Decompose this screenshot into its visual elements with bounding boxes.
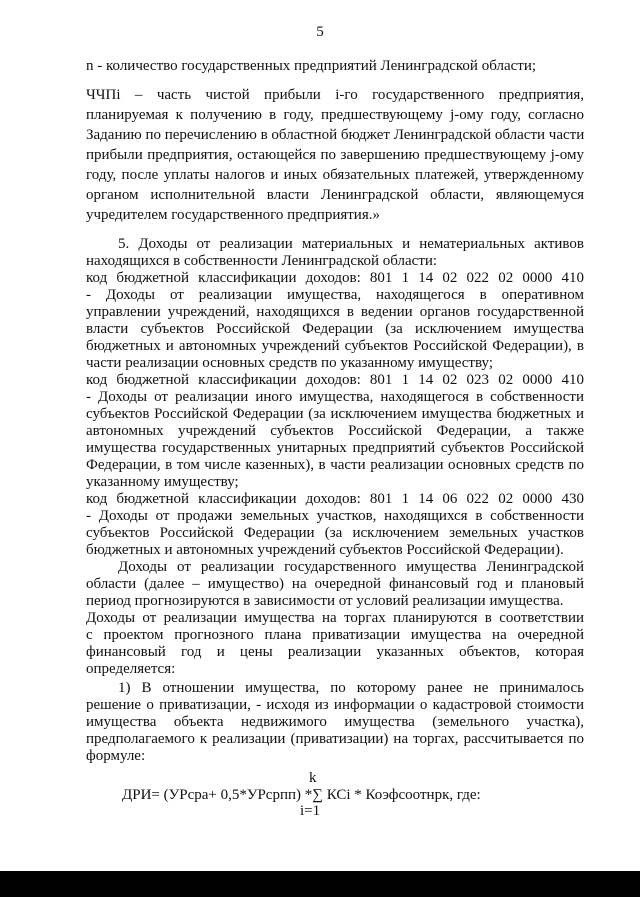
budget-code-line: код бюджетной классификации доходов: 801 1 14 02 022 02 0000 410: [86, 270, 584, 286]
text-line: Доходы от реализации государственного имущества Ленинградской: [118, 559, 584, 575]
text-line: с проектом прогнозного плана приватизации имущества на очередной: [86, 627, 584, 643]
text-line: органом исполнительной власти Ленинградской области, являющемуся: [86, 187, 584, 203]
text-line: автономных учреждений субъектов Российской Федерации, а также: [86, 423, 584, 439]
text-line: власти субъектов Российской Федерации (за исключением имущества: [86, 321, 584, 337]
text-line: прибыли предприятия, остающейся по завершению предшествующему j-ому: [86, 147, 584, 163]
budget-code-line: код бюджетной классификации доходов: 801 1 14 02 023 02 0000 410: [86, 372, 584, 388]
scan-bottom-border: [0, 871, 640, 897]
page-number: 5: [316, 24, 324, 40]
text-line: решение о приватизации, - исходя из информации о кадастровой стоимости: [86, 697, 584, 713]
formula-lower-limit: i=1: [300, 803, 321, 819]
text-line: Доходы от реализации имущества на торгах планируются в соответствии: [86, 610, 584, 626]
section-heading: 5. Доходы от реализации материальных и нематериальных активов: [118, 236, 584, 252]
text-line: формуле:: [86, 748, 146, 764]
formula-expression: ДРИ= (УРсра+ 0,5*УРсрпп) *∑ КСi * Коэфсоотнрк, где:: [122, 787, 481, 803]
text-line: области (далее – имущество) на очередной финансовый год и плановый: [86, 576, 584, 592]
text-line: - Доходы от реализации имущества, находящегося в оперативном: [86, 287, 584, 303]
text-line: период прогнозируются в зависимости от условий реализации имущества.: [86, 593, 564, 609]
text-line: имущества государственных унитарных предприятий субъектов Российской: [86, 440, 584, 456]
text-line: Федерации, в том числе казенных), в части реализации основных средств по: [86, 457, 584, 473]
text-line: находящихся в собственности Ленинградской области:: [86, 253, 438, 269]
budget-code-line: код бюджетной классификации доходов: 801 1 14 06 022 02 0000 430: [86, 491, 584, 507]
text-line: финансовый год и цены реализации указанных объектов, которая: [86, 644, 584, 660]
text-line: предполагаемого к реализации (приватизации) на торгах, рассчитывается по: [86, 731, 584, 747]
text-line: Заданию по перечислению в областной бюджет Ленинградской области части: [86, 127, 585, 143]
text-line: году, после уплаты налогов и иных обязательных платежей, утвержденному: [86, 167, 584, 183]
text-line: n - количество государственных предприятий Ленинградской области;: [86, 58, 537, 74]
text-line: - Доходы от продажи земельных участков, находящихся в собственности: [86, 508, 584, 524]
text-line: субъектов Российской Федерации (за исключением имущества бюджетных и: [86, 406, 584, 422]
formula-upper-limit: k: [309, 770, 317, 786]
text-line: управлении учреждений, находящихся в ведении органов государственной: [86, 304, 584, 320]
text-line: ЧЧПi – часть чистой прибыли i-го государственного предприятия,: [86, 87, 584, 103]
text-line: бюджетных и автономных учреждений субъектов Российской Федерации).: [86, 542, 564, 558]
text-line: - Доходы от реализации иного имущества, находящегося в собственности: [86, 389, 584, 405]
text-line: определяется:: [86, 661, 176, 677]
text-line: указанному имуществу;: [86, 474, 239, 490]
text-line: субъектов Российской Федерации (за исключением земельных участков: [86, 525, 584, 541]
text-line: учредителем государственного предприятия.»: [86, 207, 380, 223]
text-line: бюджетных и автономных учреждений субъектов Российской Федерации), в: [86, 338, 584, 354]
text-line: части реализации основных средств по указанному имуществу;: [86, 355, 493, 371]
text-line: 1) В отношении имущества, по которому ранее не принималось: [118, 680, 584, 696]
text-line: имущества объекта недвижимого имущества (земельного участка),: [86, 714, 584, 730]
text-line: планируемая к получению в году, предшествующему j-ому году, согласно: [86, 107, 584, 123]
